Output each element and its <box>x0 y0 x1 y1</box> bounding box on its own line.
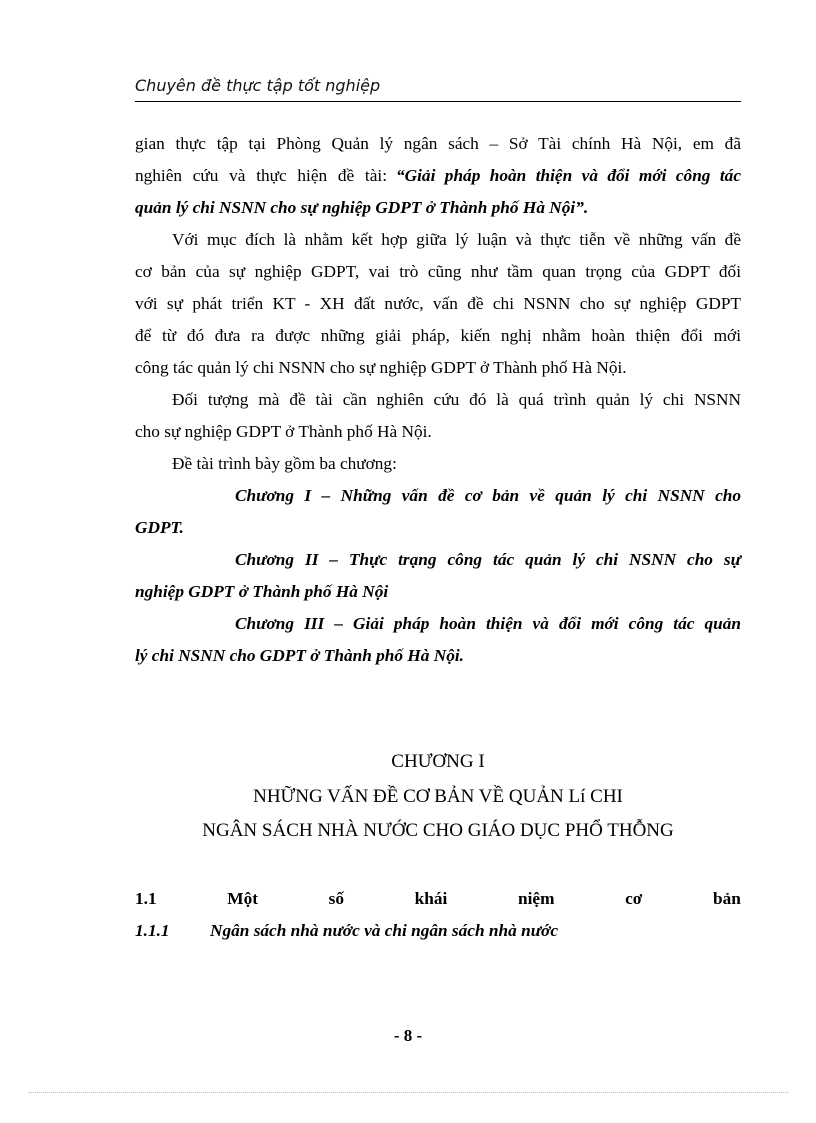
text-line: công tác quản lý chi NSNN cho sự nghiệp GDPT ở Thành phố Hà Nội. <box>135 358 627 377</box>
chapter-list-text: Chương II – Thực trạng công tác quản lý chi NSNN cho sự <box>235 550 741 569</box>
paragraph-line <box>135 416 741 448</box>
section-word: cơ <box>625 889 643 908</box>
page-number: - 8 - <box>393 1026 423 1045</box>
section-heading-1-1 <box>135 889 741 909</box>
topic-title-part: quản lý chi NSNN cho sự nghiệp GDPT ở Thành phố Hà Nội”. <box>135 198 589 217</box>
section-heading-1-1-1 <box>135 921 741 941</box>
chapter-list-item <box>135 640 741 672</box>
paragraph-line <box>135 192 741 224</box>
chapter-list-text: Chương I – Những vấn đề cơ bản về quản lý chi NSNN cho <box>235 486 741 505</box>
chapter-list-item <box>135 576 741 608</box>
running-header: Chuyên đề thực tập tốt nghiệp <box>135 76 741 102</box>
paragraph-line <box>135 384 741 416</box>
text-line: Đối tượng mà đề tài cần nghiên cứu đó là quá trình quản lý chi NSNN <box>172 390 741 409</box>
chapter-list-item <box>135 608 741 640</box>
section-word: Một <box>227 889 258 908</box>
section-word: bản <box>713 889 741 908</box>
chapter-list-item <box>135 544 741 576</box>
body-text <box>135 128 741 672</box>
section-word: số <box>328 889 345 908</box>
text-line: Đề tài trình bày gồm ba chương: <box>172 454 397 473</box>
chapter-title-line: NHỮNG VẤN ĐỀ CƠ BẢN VỀ QUẢN Lí CHI <box>253 785 623 807</box>
paragraph-line <box>135 128 741 160</box>
text-line: để từ đó đưa ra được những giải pháp, kiến nghị nhằm hoàn thiện đổi mới <box>135 326 741 345</box>
chapter-title-line: NGÂN SÁCH NHÀ NƯỚC CHO GIÁO DỤC PHỔ THỖNG <box>202 820 674 841</box>
chapter-number: CHƯƠNG I <box>391 751 485 772</box>
chapter-heading <box>135 745 741 849</box>
section-title: Ngân sách nhà nước và chi ngân sách nhà nước <box>210 921 558 940</box>
chapter-list-item <box>135 512 741 544</box>
chapter-list-text: GDPT. <box>135 518 184 537</box>
footer-divider <box>28 1092 788 1093</box>
paragraph-line <box>135 352 741 384</box>
paragraph-line <box>135 160 741 192</box>
text-line: cơ bản của sự nghiệp GDPT, vai trò cũng như tầm quan trọng của GDPT đối <box>135 262 741 281</box>
text-line: nghiên cứu và thực hiện đề tài: <box>135 166 387 185</box>
chapter-list-text: nghiệp GDPT ở Thành phố Hà Nội <box>135 582 389 601</box>
paragraph-line <box>135 448 741 480</box>
text-line: cho sự nghiệp GDPT ở Thành phố Hà Nội. <box>135 422 432 441</box>
text-line: Với mục đích là nhằm kết hợp giữa lý luận và thực tiễn về những vấn đề <box>172 230 741 249</box>
text-line: gian thực tập tại Phòng Quản lý ngân sách – Sở Tài chính Hà Nội, em đã <box>135 134 741 153</box>
paragraph-line <box>135 224 741 256</box>
section-number: 1.1.1 <box>135 921 170 940</box>
paragraph-line <box>135 288 741 320</box>
paragraph-line <box>135 256 741 288</box>
chapter-list-text: lý chi NSNN cho GDPT ở Thành phố Hà Nội. <box>135 646 465 665</box>
topic-title-part: “Giải pháp hoàn thiện và đổi mới công tác <box>396 166 741 185</box>
chapter-list-text: Chương III – Giải pháp hoàn thiện và đổi mới công tác quản <box>235 614 741 633</box>
section-word: niệm <box>518 889 555 908</box>
paragraph-line <box>135 320 741 352</box>
section-number: 1.1 <box>135 889 157 908</box>
section-word: khái <box>414 889 448 908</box>
text-line: với sự phát triển KT - XH đất nước, vấn đề chi NSNN cho sự nghiệp GDPT <box>135 294 741 313</box>
chapter-list-item <box>135 480 741 512</box>
